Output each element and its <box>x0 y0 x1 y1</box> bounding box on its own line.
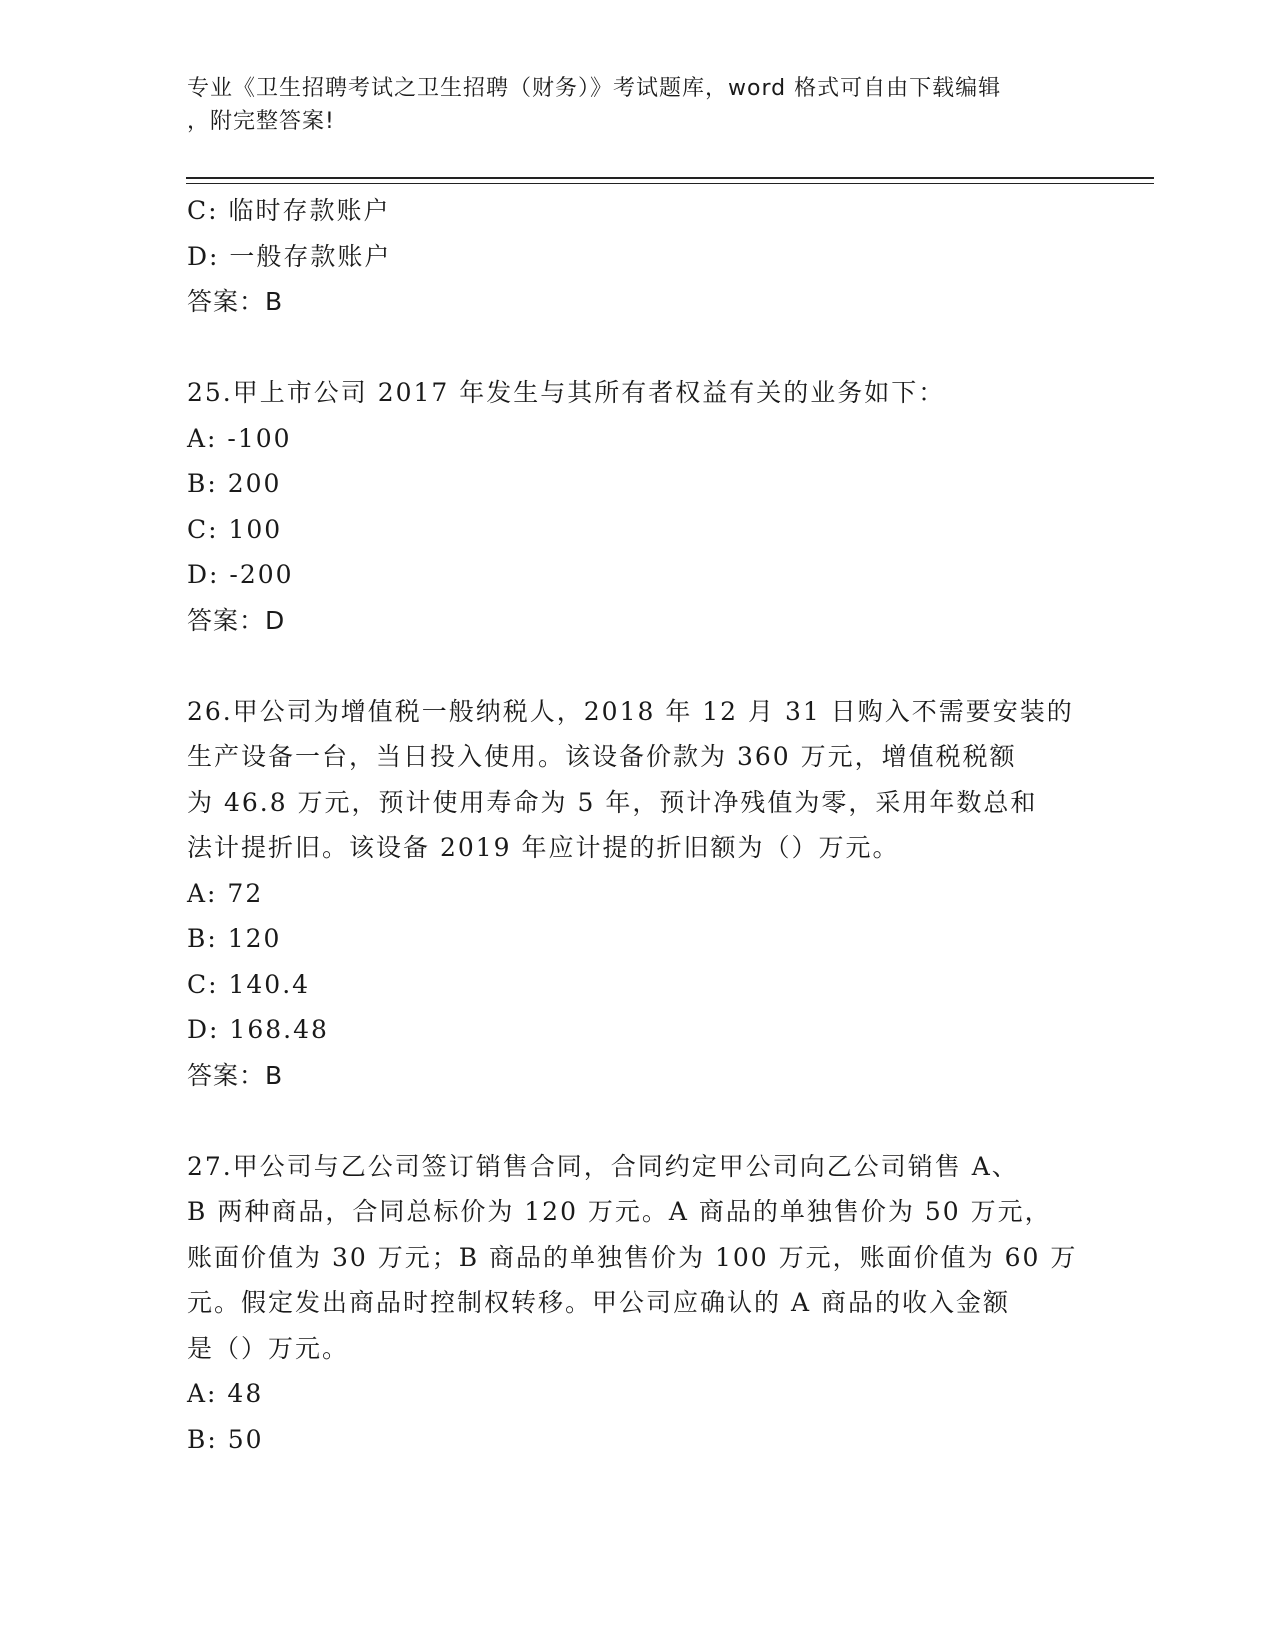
option-b: B: 200 <box>187 469 282 498</box>
option-d: D: -200 <box>187 560 294 589</box>
question-26 <box>187 689 1087 1099</box>
option-d: D: 一般存款账户 <box>187 241 392 271</box>
question-stem-line: 是（）万元。 <box>187 1333 350 1363</box>
header-line-1: 专业《卫生招聘考试之卫生招聘（财务）》考试题库，word 格式可自由下载编辑 <box>187 76 1002 101</box>
spacer <box>187 1098 1087 1144</box>
question-25 <box>187 370 1087 643</box>
answer-label: 答案：D <box>187 605 286 635</box>
question-stem-line: 26.甲公司为增值税一般纳税人，2018 年 12 月 31 日购入不需要安装的 <box>187 696 1074 726</box>
option-a: A: -100 <box>187 423 292 453</box>
option-b: B: 50 <box>187 1424 264 1454</box>
question-stem-line: 法计提折旧。该设备 2019 年应计提的折旧额为（）万元。 <box>187 833 900 862</box>
question-stem-line: 为 46.8 万元，预计使用寿命为 5 年，预计净残值为零，采用年数总和 <box>187 787 1038 817</box>
spacer <box>187 325 1087 371</box>
header-line-2: ，附完整答案! <box>187 109 335 134</box>
question-list <box>187 188 1087 1462</box>
question-stem-line: 元。假定发出商品时控制权转移。甲公司应确认的 A 商品的收入金额 <box>187 1288 1010 1317</box>
spacer <box>187 643 1087 689</box>
header-divider-thin <box>186 183 1154 184</box>
question-stem-line: B 两种商品，合同总标价为 120 万元。A 商品的单独售价为 50 万元， <box>187 1197 1052 1226</box>
question-24-tail <box>187 188 1087 325</box>
question-stem-line: 27.甲公司与乙公司签订销售合同，合同约定甲公司向乙公司销售 A、 <box>187 1151 1019 1181</box>
option-d: D: 168.48 <box>187 1015 329 1044</box>
answer-label: 答案：B <box>187 287 284 316</box>
page-header <box>187 72 1077 138</box>
question-27 <box>187 1144 1087 1463</box>
answer-label: 答案：B <box>187 1060 284 1090</box>
question-stem-line: 生产设备一台，当日投入使用。该设备价款为 360 万元，增值税税额 <box>187 742 1017 771</box>
option-a: A: 72 <box>187 878 264 908</box>
question-stem: 25.甲上市公司 2017 年发生与其所有者权益有关的业务如下： <box>187 378 946 407</box>
header-divider-thick <box>186 177 1154 179</box>
question-stem-line: 账面价值为 30 万元；B 商品的单独售价为 100 万元，账面价值为 60 万 <box>187 1242 1078 1272</box>
option-b: B: 120 <box>187 924 282 953</box>
option-c: C: 140.4 <box>187 969 311 999</box>
option-c: C: 100 <box>187 514 283 544</box>
option-c: C: 临时存款账户 <box>187 196 391 225</box>
option-a: A: 48 <box>187 1379 264 1408</box>
